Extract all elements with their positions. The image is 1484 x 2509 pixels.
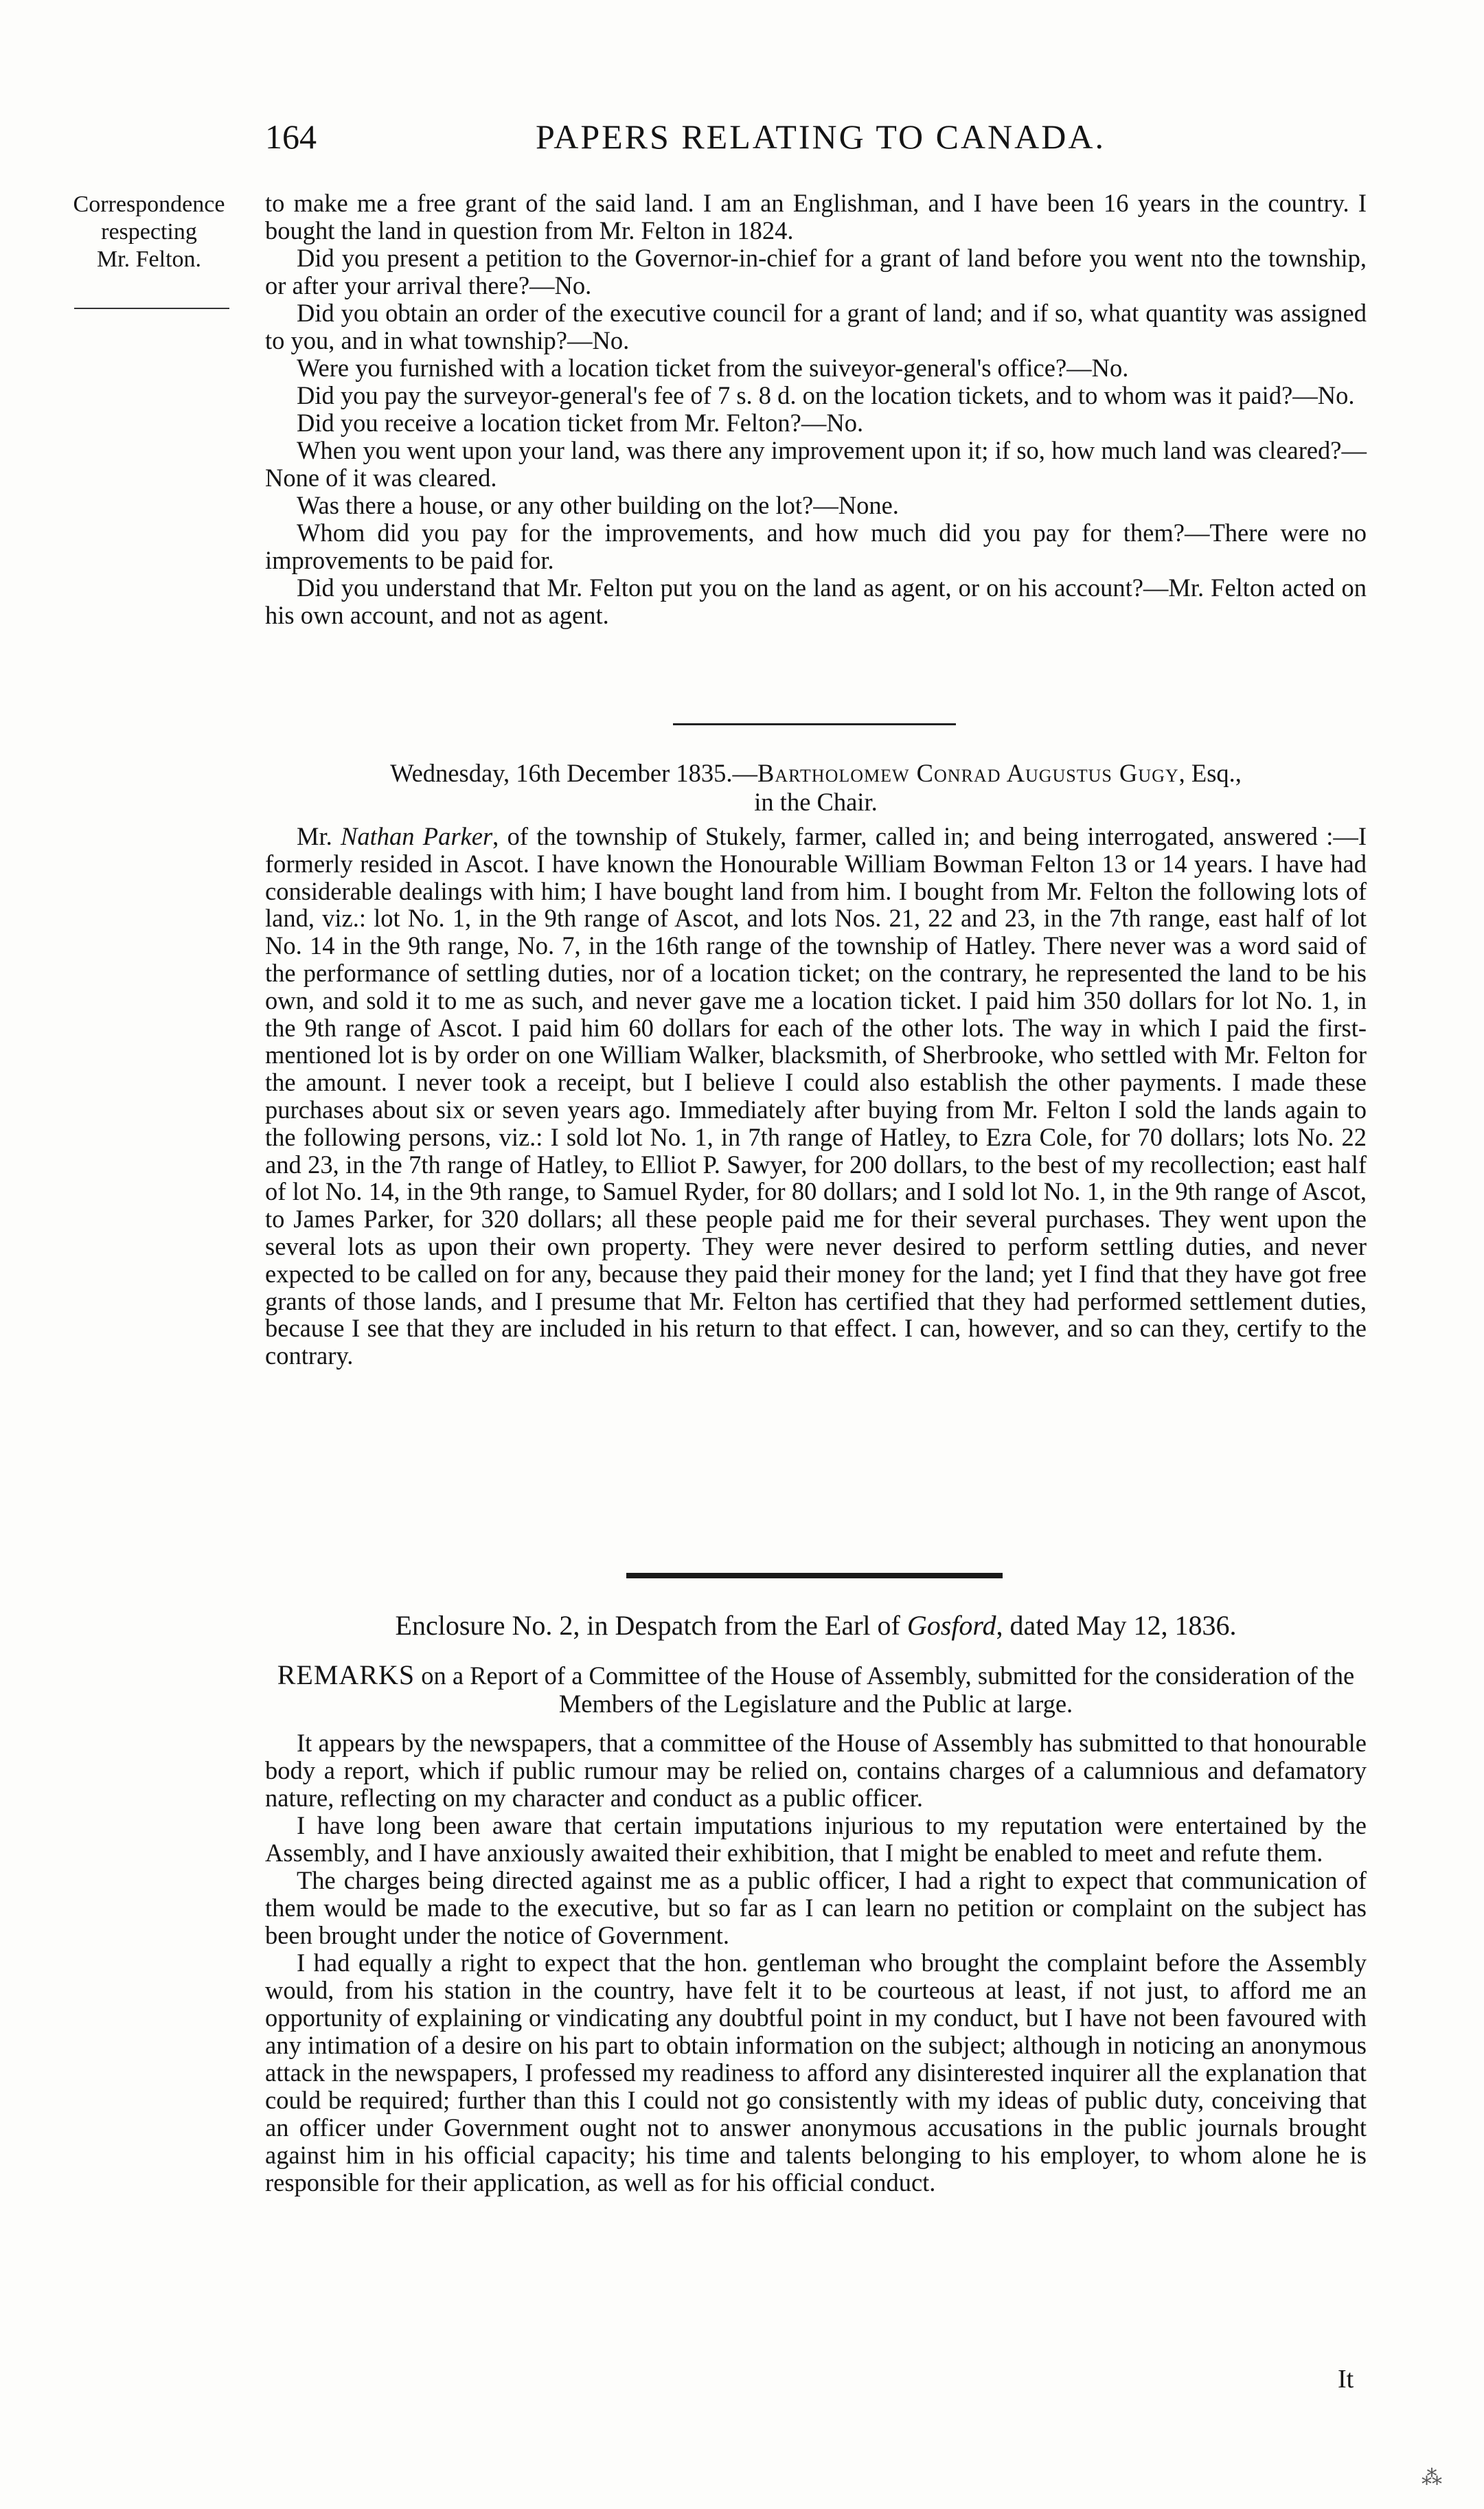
enclosure-earl: Gosford (906, 1610, 996, 1641)
sitting-heading (265, 758, 1367, 788)
enclosure-suffix: , dated May 12, 1836. (996, 1610, 1237, 1641)
remarks-body (265, 1729, 1367, 2196)
qa-paragraph: Were you furnished with a location ticket from the suiveyor-general's office?—No. (297, 354, 1129, 382)
witness-name: Nathan Parker (341, 822, 493, 850)
enclosure-heading (265, 1609, 1367, 1642)
margin-note (60, 191, 238, 273)
remarks-title (265, 1661, 1367, 1718)
qa-paragraph: Did you receive a location ticket from Mr. Felton?—No. (297, 409, 864, 437)
margin-scribble: ⁂ (1422, 2466, 1442, 2489)
chair-suffix: , Esq., (1178, 759, 1242, 787)
remarks-title-rest: on a Report of a Committee of the House of Assembly, submitted for the consideration of the Members of the Legislature and the Public at large. (415, 1661, 1355, 1718)
section-divider (673, 723, 956, 725)
running-title: PAPERS RELATING TO CANADA. (536, 117, 1106, 156)
margin-note-line-1: Correspondence (73, 192, 225, 217)
qa-paragraph: When you went upon your land, was there any improvement upon it; if so, how much land was cleared?—None of it was cleared. (265, 436, 1367, 492)
qa-paragraph: Did you present a petition to the Governor-in-chief for a grant of land before you went nto the township, or after your arrival there?—No. (265, 244, 1367, 299)
qa-paragraph: Whom did you pay for the improvements, and how much did you pay for them?—There were no improvements to be paid for. (265, 519, 1367, 574)
remarks-paragraph: The charges being directed against me as a public officer, I had a right to expect that communication of them would be made to the executive, but so far as I can learn no petition or complaint on the subject has been brought under the notice of Government. (265, 1866, 1367, 1949)
enclosure-prefix: Enclosure No. 2, in Despatch from the Earl of (395, 1610, 907, 1641)
margin-note-rule (74, 308, 229, 309)
page-number: 164 (265, 117, 317, 156)
remarks-paragraph: It appears by the newspapers, that a committee of the House of Assembly has submitted to that honourable body a report, which if public rumour may be relied on, contains charges of a calumnious and defamatory nature, reflecting on my character and conduct as a public officer. (265, 1729, 1367, 1812)
qa-section (265, 190, 1367, 629)
parker-testimony (265, 823, 1367, 1370)
margin-note-line-3: Mr. Felton. (96, 247, 202, 272)
qa-paragraph: Did you understand that Mr. Felton put you on the land as agent, or on his account?—Mr. Felton acted on his own account, and not as agent. (265, 574, 1367, 629)
remarks-title-text (265, 1661, 1367, 1718)
qa-paragraph: Was there a house, or any other building on the lot?—None. (297, 491, 899, 519)
parker-text: , of the township of Stukely, farmer, called in; and being interrogated, answered :—I formerly resided in Ascot. I have known the Honourable William Bowman Felton 13 or 14 years. I have had considerable dealings with him; I have bought land from him. I bought from Mr. Felton the following lots of land, viz.: lot No. 1, in the 9th range of Ascot, and lots Nos. 21, 22 and 23, in the 7th range, east half of lot No. 14 in the 9th range, No. 7, in the 16th range of the township of Hatley. There never was a word said of the performance of settling duties, nor of a location ticket; on the contrary, he represented the land to be his own, and sold it to me as such, and never gave me a location ticket. I paid him 350 dollars for lot No. 1, in the 9th range of Ascot. I paid him 60 dollars for each of the other lots. The way in which I paid the first-mentioned lot is by order on one William Walker, blacksmith, of Sherbrooke, who settled with Mr. Felton for the amount. I never took a receipt, but I believe I could also establish the other payments. I made these purchases about six or seven years ago. Immediately after buying from Mr. Felton I sold the lands again to the following persons, viz.: I sold lot No. 1, in 7th range of Hatley, to Ezra Cole, for 70 dollars; lots No. 22 and 23, in the 7th range of Hatley, to Elliot P. Sawyer, for 200 dollars, to the best of my recollection; east half of lot No. 14, in the 9th range, to Samuel Ryder, for 80 dollars; and I sold lot No. 1, in the 9th range of Ascot, to James Parker, for 320 dollars; all these people paid me for their several purchases. They went upon the several lots as upon their own property. They were never desired to perform settling duties, and never expected to be called on for any, because they paid their money for the land; yet I find that they have got free grants of those lands, and I presume that Mr. Felton has certified that they had performed settlement duties, because I see that they are included in his return to that effect. I can, however, and so can they, certify to the contrary. (265, 822, 1367, 1370)
chair-name: Bartholomew Conrad Augustus Gugy (757, 759, 1179, 787)
sitting-chair-line: in the Chair. (754, 788, 878, 816)
sitting-date: Wednesday, 16th December 1835.— (390, 759, 758, 787)
remarks-paragraph: I have long been aware that certain imputations injurious to my reputation were entertained by the Assembly, and I have anxiously awaited their exhibition, that I might be enabled to meet and refute them. (265, 1811, 1367, 1867)
qa-paragraph: to make me a free grant of the said land. I am an Englishman, and I have been 16 years in the country. I bought the land in question from Mr. Felton in 1824. (265, 189, 1367, 245)
qa-paragraph: Did you pay the surveyor-general's fee of 7 s. 8 d. on the location tickets, and to whom was it paid?—No. (297, 381, 1355, 409)
catchword: It (1338, 2365, 1354, 2394)
thick-divider (626, 1573, 1003, 1578)
margin-note-line-2: respecting (101, 219, 197, 245)
parker-paragraph (265, 823, 1367, 1370)
parker-intro: Mr. (297, 822, 332, 850)
qa-paragraph: Did you obtain an order of the executive council for a grant of land; and if so, what quantity was assigned to you, and in what township?—No. (265, 299, 1367, 354)
remarks-paragraph: I had equally a right to expect that the hon. gentleman who brought the complaint before the Assembly would, from his station in the country, have felt it to be courteous at least, if not just, to afford me an opportunity of explaining or vindicating any doubtful point in my conduct, but I have not been favoured with any intimation of a desire on his part to obtain information on the subject; although in noticing an anonymous attack in the newspapers, I professed my readiness to afford any disinterested inquirer all the explanation that could be required; further than this I could not go consistently with my ideas of public duty, conceiving that an officer under Government ought not to answer anonymous accusations in the public journals brought against him in his official capacity; his time and talents belonging to his employer, to whom alone he is responsible for their application, as well as for his official conduct. (265, 1949, 1367, 2196)
remarks-lead: REMARKS (277, 1659, 415, 1690)
